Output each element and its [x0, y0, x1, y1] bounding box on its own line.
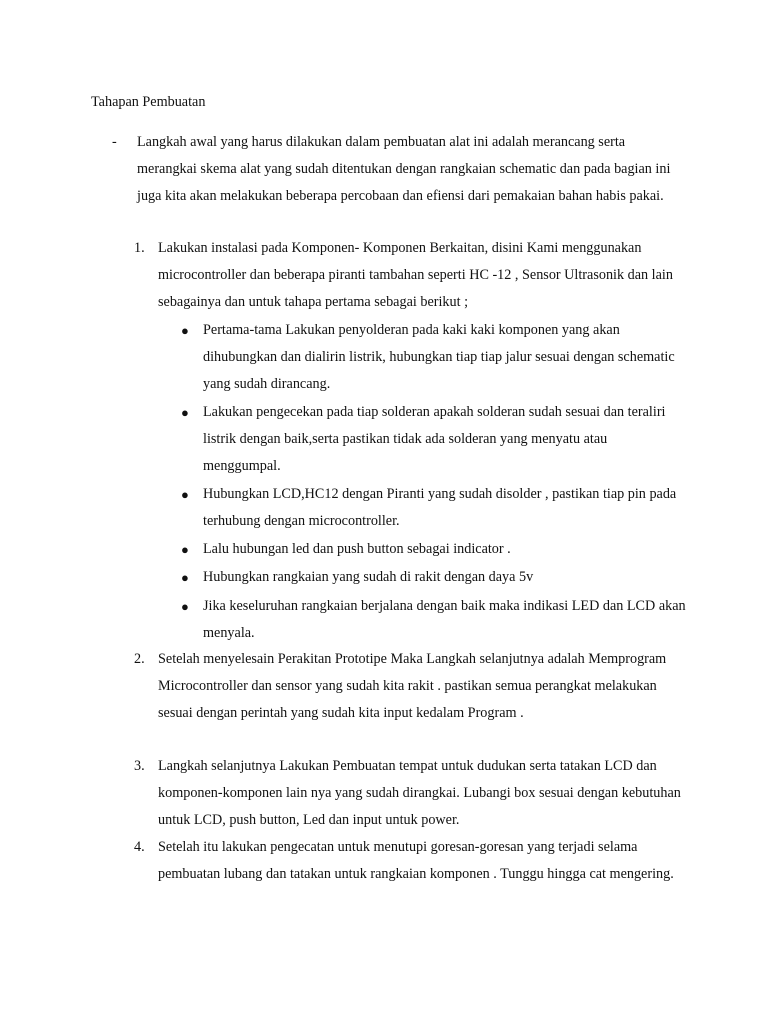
bullet-6-marker: ● — [181, 599, 189, 614]
step-2-marker: 2. — [134, 651, 145, 667]
bullet-5-text: Hubungkan rangkaian yang sudah di rakit dengan daya 5v — [203, 569, 534, 585]
bullet-1-text: Pertama-tama Lakukan penyolderan pada kaki kaki komponen yang akan dihubungkan dan dialirin listrik, hubungkan tiap tiap jalur sesuai dengan schematic yang sudah dirancang. — [203, 322, 675, 392]
bullet-3-marker: ● — [181, 487, 189, 502]
step-2-text: Setelah menyelesain Perakitan Prototipe Maka Langkah selanjutnya adalah Memprogram Microcontroller dan sensor yang sudah kita rakit . pastikan semua perangkat melakukan sesuai dengan perintah yang sudah kita input kedalam Program . — [158, 651, 667, 721]
intro-dash-marker: - — [112, 134, 117, 150]
step-1-marker: 1. — [134, 240, 145, 256]
bullet-3-text: Hubungkan LCD,HC12 dengan Piranti yang sudah disolder , pastikan tiap pin pada terhubung dengan microcontroller. — [203, 486, 677, 529]
step-3-text: Langkah selanjutnya Lakukan Pembuatan tempat untuk dudukan serta tatakan LCD dan komponen-komponen lain nya yang sudah dirangkai. Lubangi box sesuai dengan kebutuhan untuk LCD, push button, Led dan input untuk power. — [158, 758, 681, 828]
bullet-4-marker: ● — [181, 542, 189, 557]
bullet-1-marker: ● — [181, 323, 189, 338]
document-heading: Tahapan Pembuatan — [91, 94, 206, 110]
step-3-marker: 3. — [134, 758, 145, 774]
step-4-marker: 4. — [134, 839, 145, 855]
bullet-6-text: Jika keseluruhan rangkaian berjalana dengan baik maka indikasi LED dan LCD akan menyala. — [203, 598, 686, 641]
bullet-2-text: Lakukan pengecekan pada tiap solderan apakah solderan sudah sesuai dan teraliri listrik dengan baik,serta pastikan tidak ada solderan yang menyatu atau menggumpal. — [203, 404, 666, 474]
step-4-text: Setelah itu lakukan pengecatan untuk menutupi goresan-goresan yang terjadi selama pembuatan lubang dan tatakan untuk rangkaian komponen . Tunggu hingga cat mengering. — [158, 839, 674, 882]
bullet-4-text: Lalu hubungan led dan push button sebagai indicator . — [203, 541, 511, 557]
intro-paragraph: Langkah awal yang harus dilakukan dalam pembuatan alat ini adalah merancang serta merangkai skema alat yang sudah ditentukan dengan rangkaian schematic dan pada bagian ini juga kita akan melakukan beberapa percobaan dan efiensi dari pemakaian bahan habis pakai. — [137, 134, 671, 204]
bullet-5-marker: ● — [181, 570, 189, 585]
step-1-text: Lakukan instalasi pada Komponen- Komponen Berkaitan, disini Kami menggunakan microcontroller dan beberapa piranti tambahan seperti HC -12 , Sensor Ultrasonik dan lain sebagainya dan untuk tahapa pertama sebagai berikut ; — [158, 240, 673, 310]
bullet-2-marker: ● — [181, 405, 189, 420]
